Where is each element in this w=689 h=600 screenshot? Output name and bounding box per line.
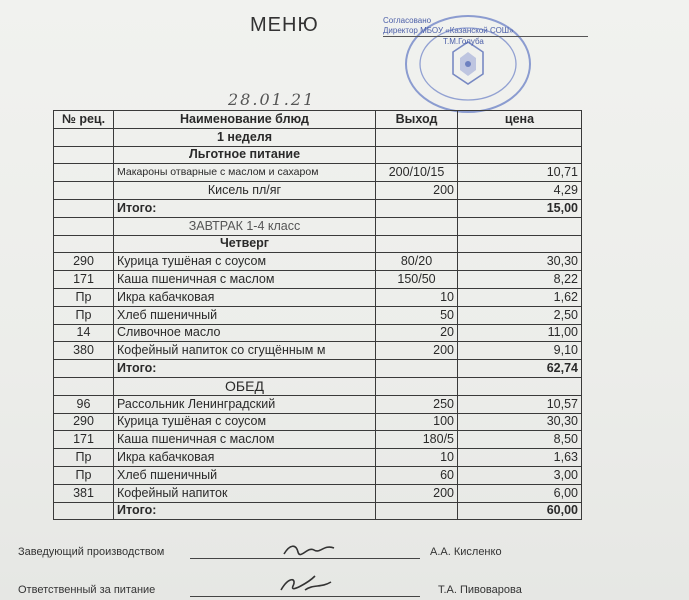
dish-output: 250 bbox=[376, 395, 458, 413]
dish-price: 30,30 bbox=[458, 413, 582, 431]
dish-price: 10,57 bbox=[458, 395, 582, 413]
table-row bbox=[54, 253, 582, 271]
dish-price: 3,00 bbox=[458, 466, 582, 484]
responsible-name: Т.А. Пивоварова bbox=[438, 584, 522, 596]
total-label: Итого: bbox=[114, 502, 376, 520]
menu-table bbox=[53, 110, 582, 520]
table-row bbox=[54, 217, 582, 235]
table-row bbox=[54, 484, 582, 502]
dish-name: Икра кабачковая bbox=[114, 288, 376, 306]
table-row bbox=[54, 235, 582, 253]
table-row bbox=[54, 146, 582, 164]
dish-name: Хлеб пшеничный bbox=[114, 306, 376, 324]
meal-label: ЗАВТРАК 1-4 класс bbox=[114, 217, 376, 235]
header-price: цена bbox=[458, 111, 582, 129]
dish-price: 9,10 bbox=[458, 342, 582, 360]
recipe-number: 381 bbox=[54, 484, 114, 502]
approval-line-3: Т.М.Голуба bbox=[443, 37, 484, 46]
dish-output: 200 bbox=[376, 182, 458, 200]
table-row bbox=[54, 288, 582, 306]
total-label: Итого: bbox=[114, 360, 376, 378]
table-row bbox=[54, 199, 582, 217]
manager-label: Заведующий производством bbox=[18, 546, 165, 558]
recipe-number: 380 bbox=[54, 342, 114, 360]
page-title: МЕНЮ bbox=[250, 14, 319, 36]
dish-price: 6,00 bbox=[458, 484, 582, 502]
dish-price: 1,63 bbox=[458, 449, 582, 467]
recipe-number: 171 bbox=[54, 271, 114, 289]
table-row bbox=[54, 128, 582, 146]
table-row bbox=[54, 324, 582, 342]
dish-price: 1,62 bbox=[458, 288, 582, 306]
recipe-number: 290 bbox=[54, 413, 114, 431]
responsible-signature bbox=[275, 572, 335, 596]
dish-price: 30,30 bbox=[458, 253, 582, 271]
table-row bbox=[54, 271, 582, 289]
dish-price: 8,22 bbox=[458, 271, 582, 289]
table-row bbox=[54, 342, 582, 360]
recipe-number: Пр bbox=[54, 306, 114, 324]
total-label: Итого: bbox=[114, 199, 376, 217]
dish-name: Сливочное масло bbox=[114, 324, 376, 342]
table-row bbox=[54, 413, 582, 431]
manager-name: А.А. Кисленко bbox=[430, 546, 502, 558]
recipe-number: Пр bbox=[54, 449, 114, 467]
table-row bbox=[54, 360, 582, 378]
recipe-number: 290 bbox=[54, 253, 114, 271]
header-output: Выход bbox=[376, 111, 458, 129]
handwritten-date: 28.01.21 bbox=[228, 90, 316, 109]
dish-price: 10,71 bbox=[458, 164, 582, 182]
dish-output: 10 bbox=[376, 288, 458, 306]
approval-line-1: Согласовано bbox=[383, 16, 432, 25]
dish-output: 20 bbox=[376, 324, 458, 342]
dish-price: 4,29 bbox=[458, 182, 582, 200]
manager-signature bbox=[280, 540, 340, 560]
header-dish: Наименование блюд bbox=[114, 111, 376, 129]
table-header-row bbox=[54, 111, 582, 129]
dish-output: 180/5 bbox=[376, 431, 458, 449]
recipe-number: 14 bbox=[54, 324, 114, 342]
meal-label: ОБЕД bbox=[114, 377, 376, 395]
responsible-label: Ответственный за питание bbox=[18, 584, 156, 596]
dish-output: 200 bbox=[376, 484, 458, 502]
dish-name: Икра кабачковая bbox=[114, 449, 376, 467]
table-row bbox=[54, 164, 582, 182]
table-row bbox=[54, 395, 582, 413]
dish-output: 80/20 bbox=[376, 253, 458, 271]
approval-line-2: Директор МБОУ «Казанской СОШ» bbox=[383, 26, 588, 37]
table-row bbox=[54, 306, 582, 324]
dish-name: Курица тушёная с соусом bbox=[114, 253, 376, 271]
dish-price: 2,50 bbox=[458, 306, 582, 324]
dish-name: Кисель пл/яг bbox=[114, 182, 376, 200]
dish-price: 8,50 bbox=[458, 431, 582, 449]
recipe-number: Пр bbox=[54, 288, 114, 306]
recipe-number: Пр bbox=[54, 466, 114, 484]
dish-price: 11,00 bbox=[458, 324, 582, 342]
dish-output: 200/10/15 bbox=[376, 164, 458, 182]
dish-name: Кофейный напиток со сгущённым м bbox=[114, 342, 376, 360]
recipe-number: 96 bbox=[54, 395, 114, 413]
section-label: Льготное питание bbox=[114, 146, 376, 164]
dish-output: 100 bbox=[376, 413, 458, 431]
dish-name: Курица тушёная с соусом bbox=[114, 413, 376, 431]
dish-name: Кофейный напиток bbox=[114, 484, 376, 502]
dish-output: 10 bbox=[376, 449, 458, 467]
table-row bbox=[54, 449, 582, 467]
dish-output: 60 bbox=[376, 466, 458, 484]
dish-output: 150/50 bbox=[376, 271, 458, 289]
dish-output: 200 bbox=[376, 342, 458, 360]
dish-output: 50 bbox=[376, 306, 458, 324]
dish-name: Каша пшеничная с маслом bbox=[114, 431, 376, 449]
approval-block bbox=[383, 16, 588, 47]
table-row bbox=[54, 466, 582, 484]
day-label: Четверг bbox=[114, 235, 376, 253]
table-row bbox=[54, 431, 582, 449]
dish-name: Хлеб пшеничный bbox=[114, 466, 376, 484]
dish-name: Макароны отварные с маслом и сахаром bbox=[114, 164, 376, 182]
header-recipe: № рец. bbox=[54, 111, 114, 129]
total-value: 60,00 bbox=[458, 502, 582, 520]
table-row bbox=[54, 182, 582, 200]
recipe-number: 171 bbox=[54, 431, 114, 449]
table-row bbox=[54, 377, 582, 395]
dish-name: Рассольник Ленинградский bbox=[114, 395, 376, 413]
total-value: 62,74 bbox=[458, 360, 582, 378]
menu-table-wrap bbox=[53, 110, 581, 520]
week-label: 1 неделя bbox=[114, 128, 376, 146]
total-value: 15,00 bbox=[458, 199, 582, 217]
dish-name: Каша пшеничная с маслом bbox=[114, 271, 376, 289]
table-row bbox=[54, 502, 582, 520]
responsible-signature-line bbox=[190, 596, 420, 597]
